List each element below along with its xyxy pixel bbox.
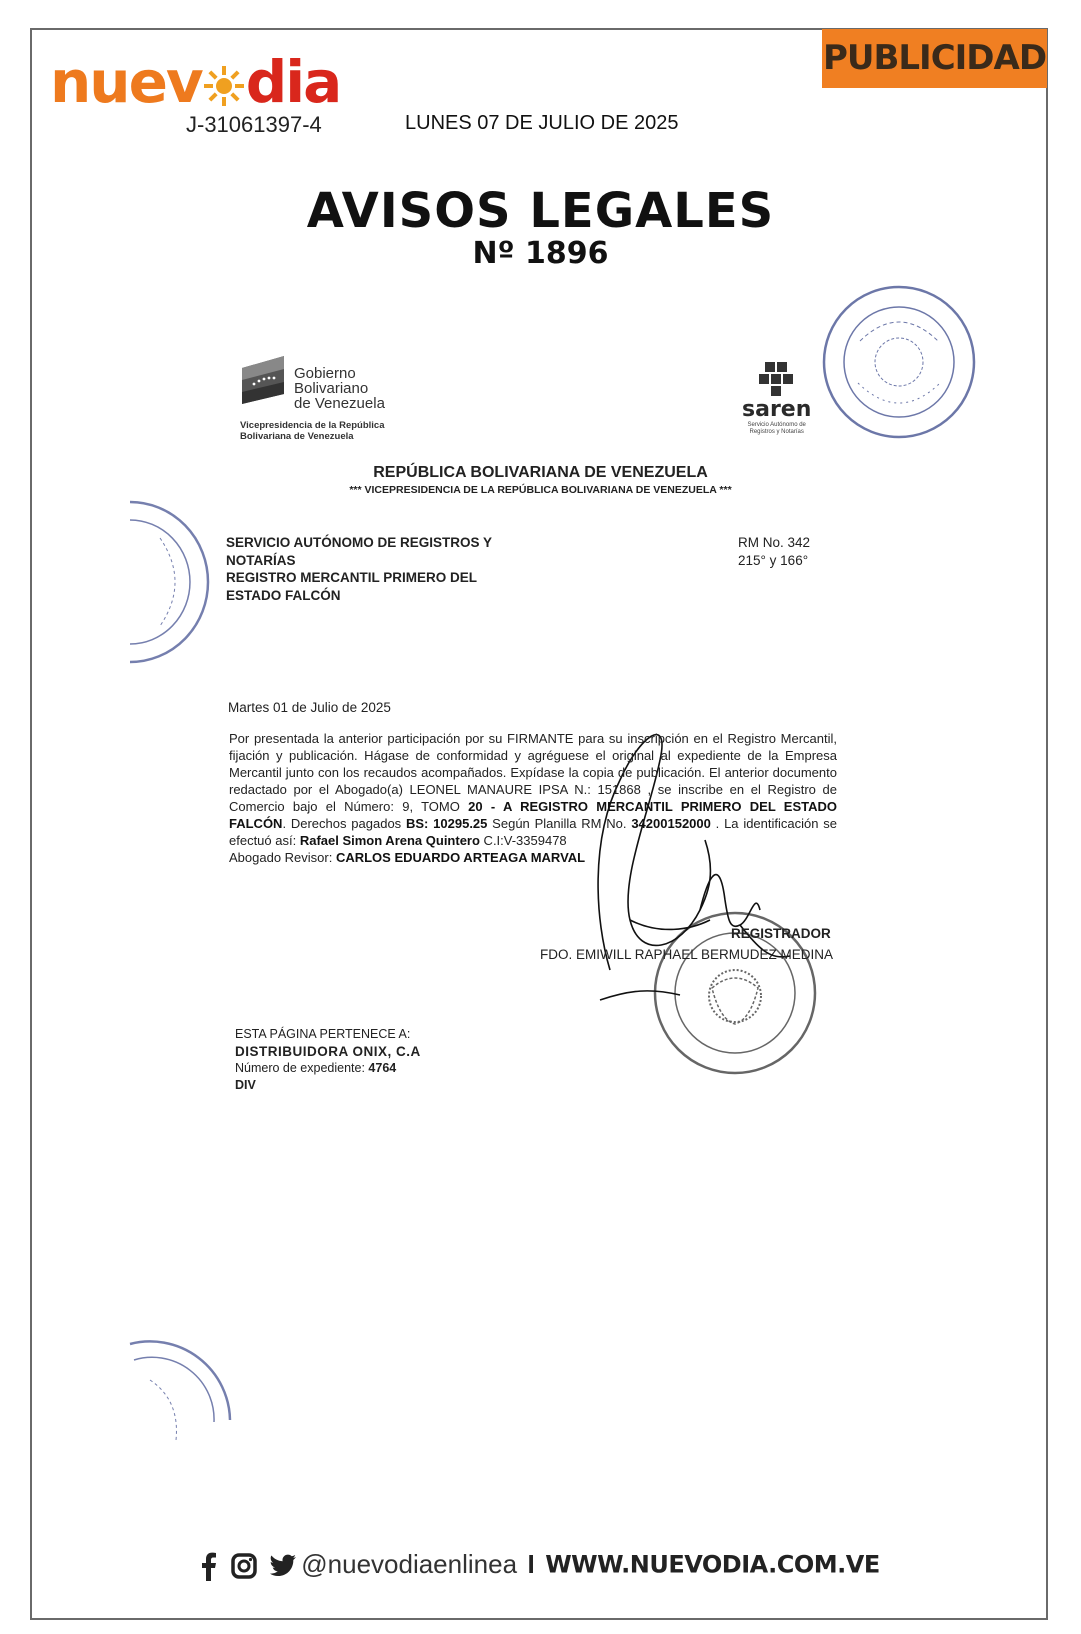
org-line-1: SERVICIO AUTÓNOMO DE REGISTROS Y [226, 535, 493, 550]
rm-number: RM No. 342 [738, 535, 811, 550]
body-part-3: . Derechos pagados [282, 816, 406, 831]
org-line-3: REGISTRO MERCANTIL PRIMERO DEL [226, 570, 478, 585]
file-number-line [235, 1060, 421, 1077]
section-tag: PUBLICIDAD [822, 29, 1047, 88]
belongs-label: ESTA PÁGINA PERTENECE A: [235, 1027, 411, 1041]
gov-line-2: Bolivariano [294, 380, 369, 397]
document-date: Martes 01 de Julio de 2025 [228, 700, 391, 715]
facebook-icon[interactable] [201, 1551, 217, 1581]
document-body [229, 730, 837, 866]
publication-date: LUNES 07 DE JULIO DE 2025 [405, 112, 679, 134]
saren-emblem-icon [757, 358, 797, 398]
div-code: DIV [235, 1078, 256, 1092]
government-logo-text [294, 366, 385, 411]
body-part-5: Según Planilla RM No. [487, 816, 632, 831]
official-stamp-bottom-left [80, 1330, 240, 1480]
registry-reference [738, 534, 810, 569]
body-part-4: BS: 10295.25 [405, 816, 488, 831]
body-part-11: CARLOS EDUARDO ARTEAGA MARVAL [335, 850, 586, 865]
instagram-icon[interactable] [231, 1553, 257, 1579]
twitter-icon[interactable] [269, 1554, 297, 1578]
rif-number: J-31061397-4 [186, 112, 322, 137]
logo-text-part2: dia [245, 48, 341, 116]
republic-heading: REPÚBLICA BOLIVARIANA DE VENEZUELA [373, 464, 708, 481]
rm-years: 215° y 166° [738, 552, 809, 568]
body-part-10: Abogado Revisor: [229, 850, 336, 865]
venezuela-flag-icon [240, 354, 286, 406]
gov-sub-1: Vicepresidencia de la República [240, 420, 385, 431]
body-part-7: . La identificación se efectuó así: [229, 816, 838, 848]
government-logo-subtitle [240, 420, 385, 442]
website-link[interactable]: WWW.NUEVODIA.COM.VE [545, 1550, 880, 1579]
registry-office [226, 534, 492, 604]
page-footer [0, 1548, 1081, 1581]
body-part-2: 20 - A REGISTRO MERCANTIL PRIMERO DEL ESTADO FALCÓN [229, 799, 837, 831]
logo-text-part1: nuev [50, 48, 202, 116]
page-owner-block [235, 1026, 421, 1094]
file-number: 4764 [368, 1061, 397, 1075]
signatory-name: FDO. EMIWILL RAPHAEL BERMUDEZ MEDINA [540, 947, 834, 962]
saren-logo [742, 358, 811, 436]
org-line-2: NOTARÍAS [226, 552, 296, 568]
body-part-9: C.I:V-3359478 [479, 833, 567, 848]
sun-logo-icon [203, 65, 245, 107]
vicepresidency-heading: *** VICEPRESIDENCIA DE LA REPÚBLICA BOLIVARIANA DE VENEZUELA *** [349, 484, 732, 496]
page-title: AVISOS LEGALES [306, 183, 775, 239]
saren-name: saren [742, 397, 812, 422]
gov-line-1: Gobierno [294, 365, 356, 382]
official-stamp-left [60, 498, 210, 668]
notice-number: Nº 1896 [472, 236, 609, 271]
gov-line-3: de Venezuela [294, 395, 385, 412]
body-part-6: 34200152000 [631, 816, 711, 831]
official-stamp-top-right [820, 283, 978, 441]
org-line-4: ESTADO FALCÓN [226, 587, 341, 603]
file-label: Número de expediente: [235, 1061, 369, 1075]
social-icons [201, 1548, 297, 1581]
saren-sub-2: Registros y Notarías [749, 429, 804, 435]
gov-sub-2: Bolivariana de Venezuela [240, 431, 354, 442]
saren-sub-1: Servicio Autónomo de [747, 422, 806, 428]
registrar-title: REGISTRADOR [731, 926, 831, 941]
body-part-1: Por presentada la anterior participación por su FIRMANTE para su inscripción en el Registro Mercantil, fijación y publicación. Hágase de conformidad y agréguese el original al expediente de la Empresa Mercantil junto con los recaudos acompañados. Expídase la copia de publicación. El anterior documento redactado por el Abogado(a) LEONEL MANAURE IPSA N.: 151868 , se inscribe en el Registro de Comercio bajo el Número: 9, TOMO [229, 731, 837, 814]
footer-separator: I [527, 1548, 535, 1579]
social-handle[interactable]: @nuevodiaenlinea [301, 1548, 518, 1579]
body-part-8: Rafael Simon Arena Quintero [299, 833, 480, 848]
nuevodia-logo [50, 48, 341, 116]
company-name: DISTRIBUIDORA ONIX, C.A [235, 1044, 421, 1059]
